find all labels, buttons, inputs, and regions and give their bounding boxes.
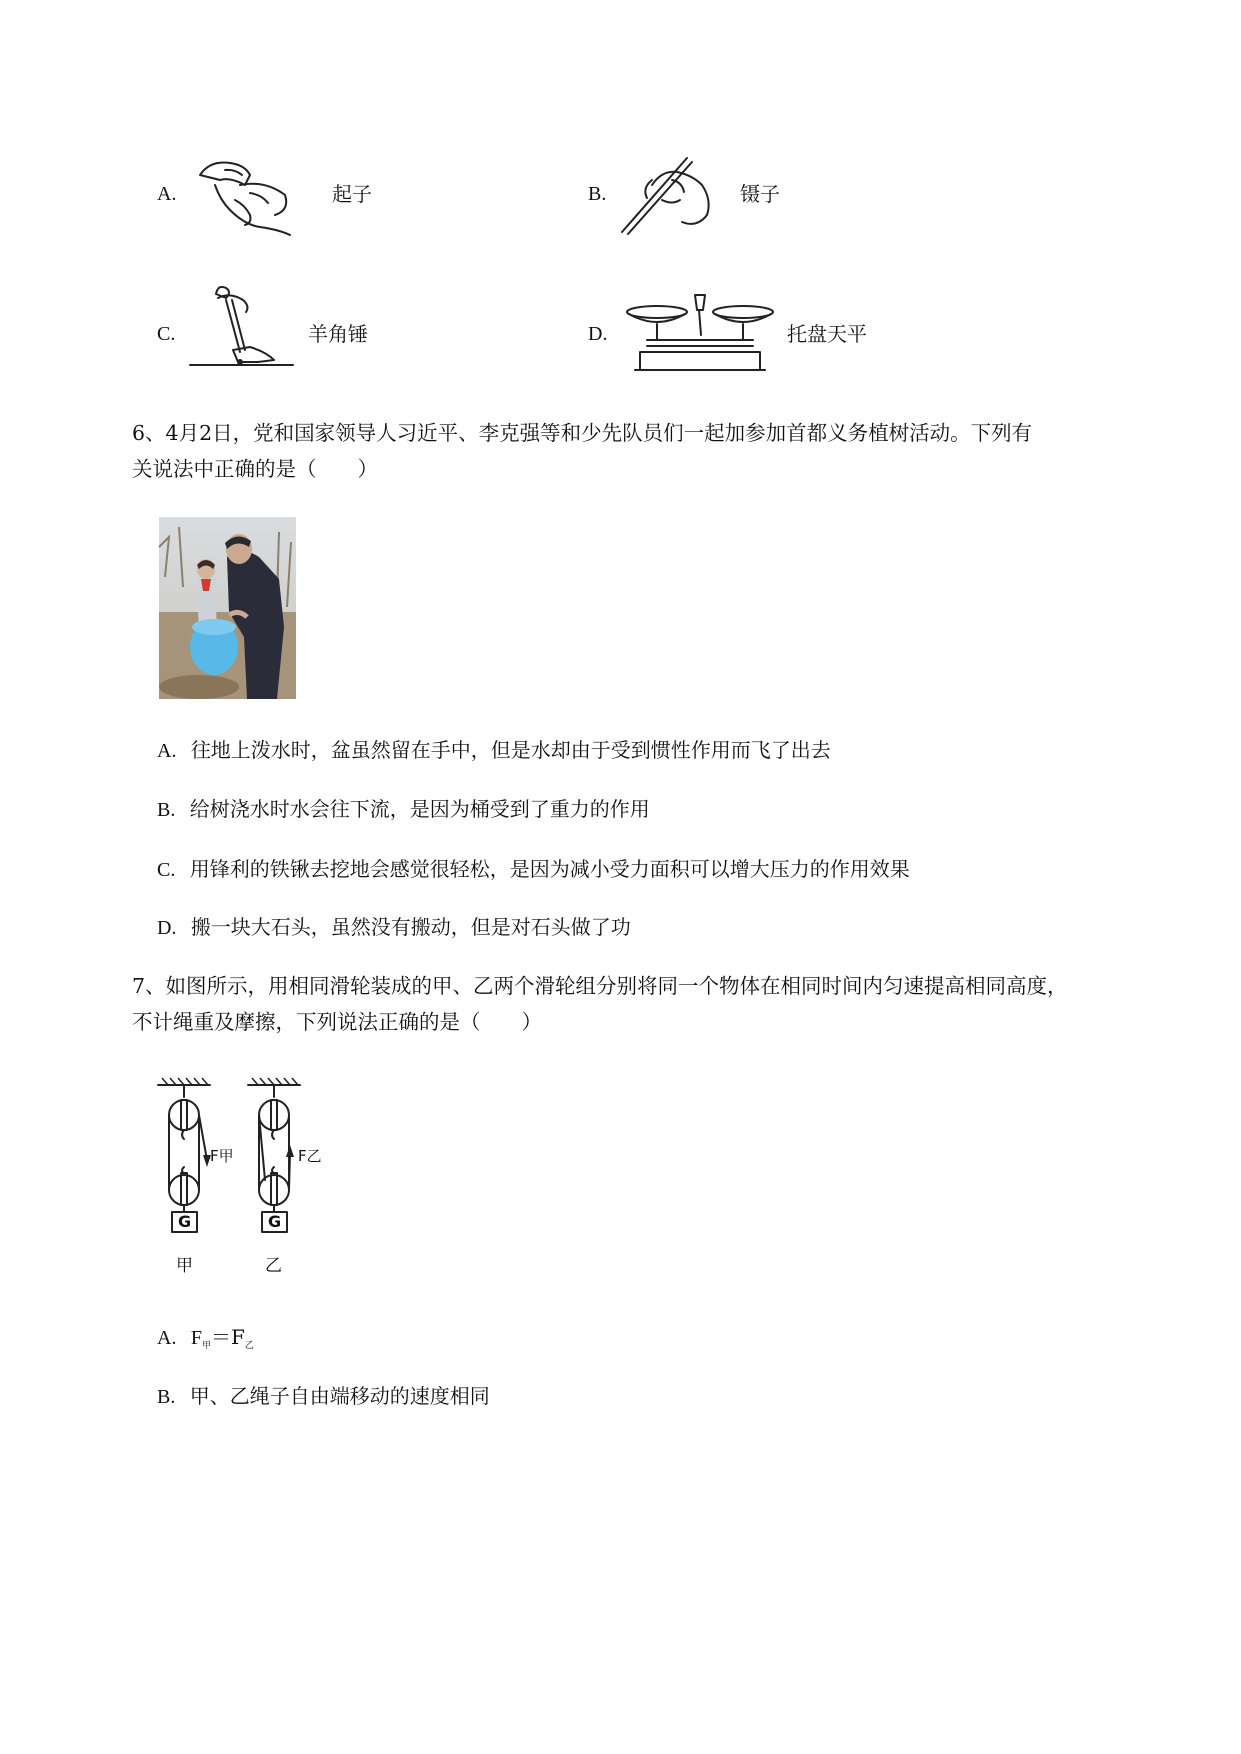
claw-hammer-illustration bbox=[188, 282, 298, 372]
question-7-option-b-letter: B. bbox=[157, 1386, 176, 1408]
question-7-option-a-eq: ＝F bbox=[210, 1325, 245, 1349]
tweezers-illustration bbox=[612, 150, 722, 240]
option-c-letter: C. bbox=[157, 323, 176, 345]
option-c-text: 羊角锤 bbox=[308, 322, 368, 346]
force-jia-label: F甲 bbox=[210, 1147, 234, 1165]
question-6-stem bbox=[132, 415, 1132, 487]
question-6-option-c-text: 用锋利的铁锹去挖地会感觉很轻松，是因为减小受力面积可以增大压力的作用效果 bbox=[189, 857, 910, 881]
question-6-option-d-text: 搬一块大石头，虽然没有搬动，但是对石头做了功 bbox=[190, 915, 631, 939]
caption-jia: 甲 bbox=[176, 1256, 193, 1276]
caption-yi: 乙 bbox=[265, 1256, 282, 1276]
force-yi-label: F乙 bbox=[298, 1147, 322, 1165]
question-7-option-a-sub1: 甲 bbox=[201, 1341, 211, 1351]
question-7-option-b-text: 甲、乙绳子自由端移动的速度相同 bbox=[189, 1384, 490, 1408]
option-d-text: 托盘天平 bbox=[787, 322, 867, 346]
option-d-letter: D. bbox=[588, 323, 608, 345]
question-7-option-a-sub2: 乙 bbox=[244, 1341, 254, 1351]
option-b-text: 镊子 bbox=[740, 182, 780, 206]
question-6-option-c bbox=[157, 855, 910, 884]
question-6-option-b-letter: B. bbox=[157, 799, 176, 821]
question-6-option-a bbox=[157, 736, 831, 765]
option-a-text: 起子 bbox=[332, 182, 372, 206]
question-7-option-a-letter: A. bbox=[157, 1327, 177, 1349]
pulley-diagram bbox=[150, 1075, 350, 1280]
question-6-option-b-text: 给树浇水时水会往下流，是因为桶受到了重力的作用 bbox=[189, 797, 650, 821]
question-6-option-a-text: 往地上泼水时，盆虽然留在手中，但是水却由于受到惯性作用而飞了出去 bbox=[190, 738, 831, 762]
tree-planting-photo bbox=[159, 517, 296, 699]
question-7-option-a-f1: F bbox=[190, 1327, 202, 1349]
tray-balance-illustration bbox=[625, 290, 775, 380]
bottle-opener-illustration bbox=[190, 155, 300, 245]
pulley-figure bbox=[150, 1075, 350, 1280]
weight-yi-label: G bbox=[268, 1212, 282, 1231]
weight-jia-label: G bbox=[178, 1212, 192, 1231]
question-6-option-a-letter: A. bbox=[157, 740, 177, 762]
option-b-letter: B. bbox=[588, 183, 607, 205]
question-6-option-c-letter: C. bbox=[157, 859, 176, 881]
question-7-stem bbox=[132, 968, 1132, 1040]
question-7-option-b bbox=[157, 1382, 490, 1411]
option-a-letter: A. bbox=[157, 183, 177, 205]
question-7-option-a bbox=[157, 1323, 254, 1360]
question-7-stem-line2: 不计绳重及摩擦，下列说法正确的是（ ） bbox=[132, 1010, 542, 1034]
question-7-stem-line1: 7、如图所示，用相同滑轮装成的甲、乙两个滑轮组分别将同一个物体在相同时间内匀速提高相同高度， bbox=[132, 974, 1068, 998]
question-6-stem-line2: 关说法中正确的是（ ） bbox=[132, 457, 378, 481]
question-6-option-b bbox=[157, 795, 650, 824]
question-6-option-d-letter: D. bbox=[157, 917, 177, 939]
question-6-option-d bbox=[157, 913, 631, 942]
question-6-stem-line1: 6、4月2日，党和国家领导人习近平、李克强等和少先队员们一起加参加首都义务植树活动。下列有 bbox=[132, 421, 1033, 445]
